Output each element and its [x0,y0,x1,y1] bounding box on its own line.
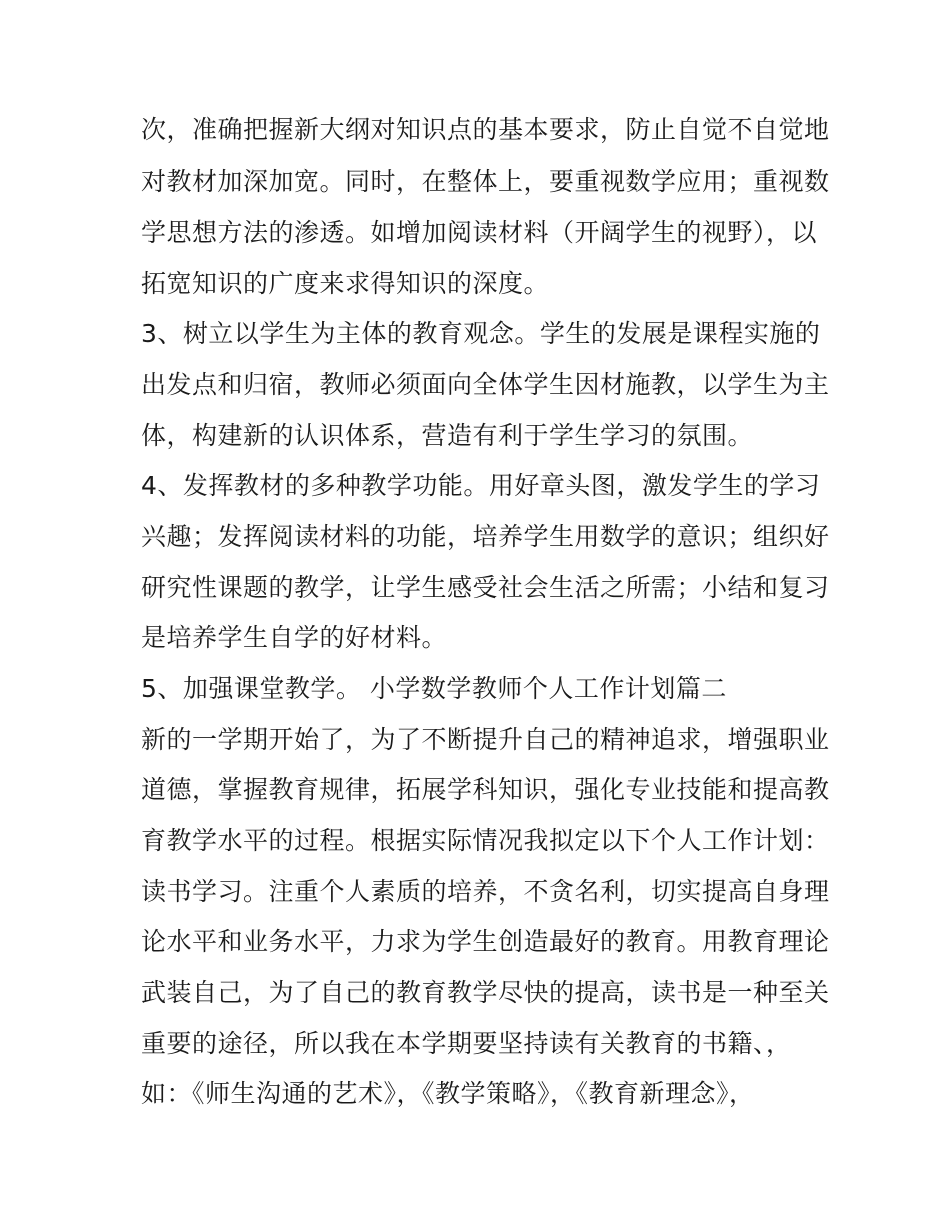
text-line: 读书学习。注重个人素质的培养，不贪名利，切实提高自身理 [141,877,830,906]
text-line: 如：《师生沟通的艺术》，《教学策略》，《教育新理念》， [141,1079,755,1108]
text-line: 对教材加深加宽。同时，在整体上，要重视数学应用；重视数 [141,167,830,196]
text-line: 研究性课题的教学，让学生感受社会生活之所需；小结和复习 [141,573,830,602]
text-line: 新的一学期开始了，为了不断提升自己的精神追求，增强职业 [141,725,830,754]
text-line: 学思想方法的渗透。如增加阅读材料（开阔学生的视野），以 [141,218,818,247]
text-line: 是培养学生自学的好材料。 [141,623,448,652]
text-line: 道德，掌握教育规律，拓展学科知识，强化专业技能和提高教 [141,775,830,804]
text-line: 3、树立以学生为主体的教育观念。学生的发展是课程实施的 [141,319,821,348]
text-line: 重要的途径，所以我在本学期要坚持读有关教育的书籍、， [141,1029,792,1058]
text-line: 体，构建新的认识体系，营造有利于学生学习的氛围。 [141,421,754,450]
text-line: 论水平和业务水平，力求为学生创造最好的教育。用教育理论 [141,927,830,956]
text-line: 兴趣；发挥阅读材料的功能，培养学生用数学的意识；组织好 [141,522,830,551]
text-line: 次，准确把握新大纲对知识点的基本要求，防止自觉不自觉地 [141,115,830,144]
text-line: 武装自己，为了自己的教育教学尽快的提高，读书是一种至关 [141,978,830,1007]
text-line: 育教学水平的过程。根据实际情况我拟定以下个人工作计划： [141,826,830,855]
text-line: 5、加强课堂教学。 小学数学教师个人工作计划篇二 [141,674,727,703]
text-line: 4、发挥教材的多种教学功能。用好章头图，激发学生的学习 [141,471,821,500]
text-line: 拓宽知识的广度来求得知识的深度。 [141,269,550,298]
text-line: 出发点和归宿，教师必须面向全体学生因材施教，以学生为主 [141,370,830,399]
